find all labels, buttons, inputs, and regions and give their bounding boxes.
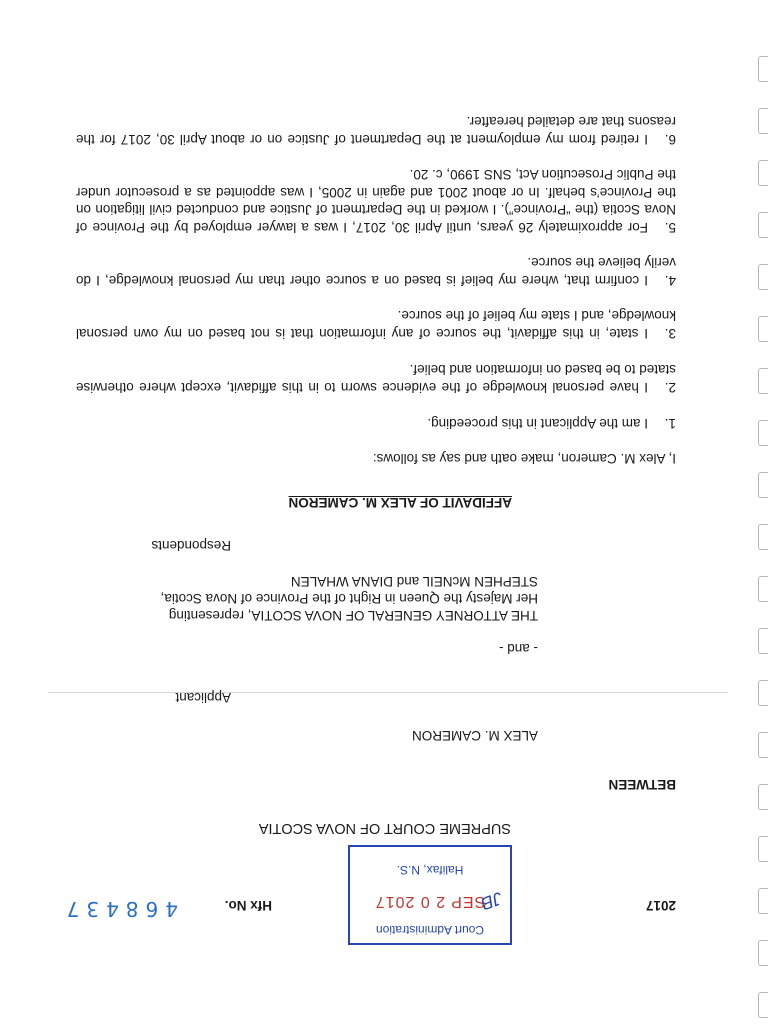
court-name: SUPREME COURT OF NOVA SCOTIA (258, 820, 511, 836)
binder-hole (758, 680, 768, 706)
paragraph-6 (76, 113, 676, 148)
respondents-label: Respondents (151, 538, 231, 553)
binder-hole (758, 420, 768, 446)
and-separator: - and - (498, 641, 538, 656)
stamp-initials: JB (478, 887, 505, 914)
stamp-line1: Court Administration (375, 923, 485, 937)
binder-hole (758, 160, 768, 186)
binder-hole (758, 108, 768, 134)
year: 2017 (645, 898, 676, 913)
paragraph-text: For approximately 26 years, until April 30, 2017, I was a lawyer employed by the Province of Nova Scotia (the “Province”). I worked in the Department of Justice and conducted civil litigation on the Province’s behalf. In or about 2001 and again in 2005, I was appointed as a prosecutor under the Public Prosecution Act, SNS 1990, c. 20. (76, 167, 676, 235)
between-label: BETWEEN (608, 777, 676, 792)
file-number: 468437 (59, 897, 178, 921)
binder-hole (758, 212, 768, 238)
binder-hole (758, 576, 768, 602)
binder-hole (758, 940, 768, 966)
binder-hole (758, 368, 768, 394)
intro-text: I, Alex M. Cameron, make oath and say as follows: (372, 451, 676, 466)
paragraph-text: I have personal knowledge of the evidence sworn to in this affidavit, except where otherwise stated to be based on information and belief. (76, 362, 676, 395)
paragraph-number: 2. (664, 380, 676, 395)
paragraph-number: 3. (664, 326, 676, 341)
binder-hole (758, 732, 768, 758)
hfx-label: Hfx No. (224, 898, 272, 913)
applicant-label: Applicant (175, 690, 231, 705)
binder-hole (758, 524, 768, 550)
paragraph-number: 1. (664, 416, 676, 431)
paragraph-text: I am the Applicant in this proceeding. (427, 416, 648, 431)
paragraph-text: I retired from my employment at the Department of Justice on or about April 30, 2017 for the reasons that are detailed hereafter. (76, 114, 676, 147)
binder-hole (758, 56, 768, 82)
respondent-line-1: THE ATTORNEY GENERAL OF NOVA SCOTIA, representing (168, 608, 538, 623)
paragraph-1 (76, 415, 676, 433)
paragraph-number: 6. (664, 132, 676, 147)
paragraph-5 (76, 166, 676, 236)
binder-hole (758, 628, 768, 654)
binder-hole (758, 836, 768, 862)
paragraph-number: 4. (664, 273, 676, 288)
respondent-line-3: STEPHEN McNEIL and DIANA WHALEN (290, 574, 538, 589)
affidavit-title: AFFIDAVIT OF ALEX M. CAMERON (288, 495, 512, 510)
paragraph-text: I state, in this affidavit, the source of any information that is not based on my own personal knowledge, and I state my belief of the source. (76, 308, 676, 341)
binder-hole (758, 784, 768, 810)
paragraph-4 (76, 254, 676, 289)
respondent-line-2: Her Majesty the Queen in Right of the Province of Nova Scotia, (160, 591, 538, 606)
paragraph-3 (76, 307, 676, 342)
binder-hole (758, 992, 768, 1018)
binder-hole (758, 888, 768, 914)
applicant-name: ALEX M. CAMERON (411, 728, 538, 743)
paragraph-text: I confirm that, where my belief is based on a source other than my personal knowledge, I do verily believe the source. (76, 255, 676, 288)
court-stamp (348, 845, 512, 945)
binder-hole (758, 316, 768, 342)
paragraph-2 (76, 361, 676, 396)
binder-hole (758, 472, 768, 498)
binder-hole (758, 264, 768, 290)
paragraph-number: 5. (664, 220, 676, 235)
stamp-line3: Halifax, N.S. (396, 863, 464, 877)
separator-line (48, 692, 728, 693)
stamp-date: SEP 2 0 2017 (374, 893, 486, 910)
